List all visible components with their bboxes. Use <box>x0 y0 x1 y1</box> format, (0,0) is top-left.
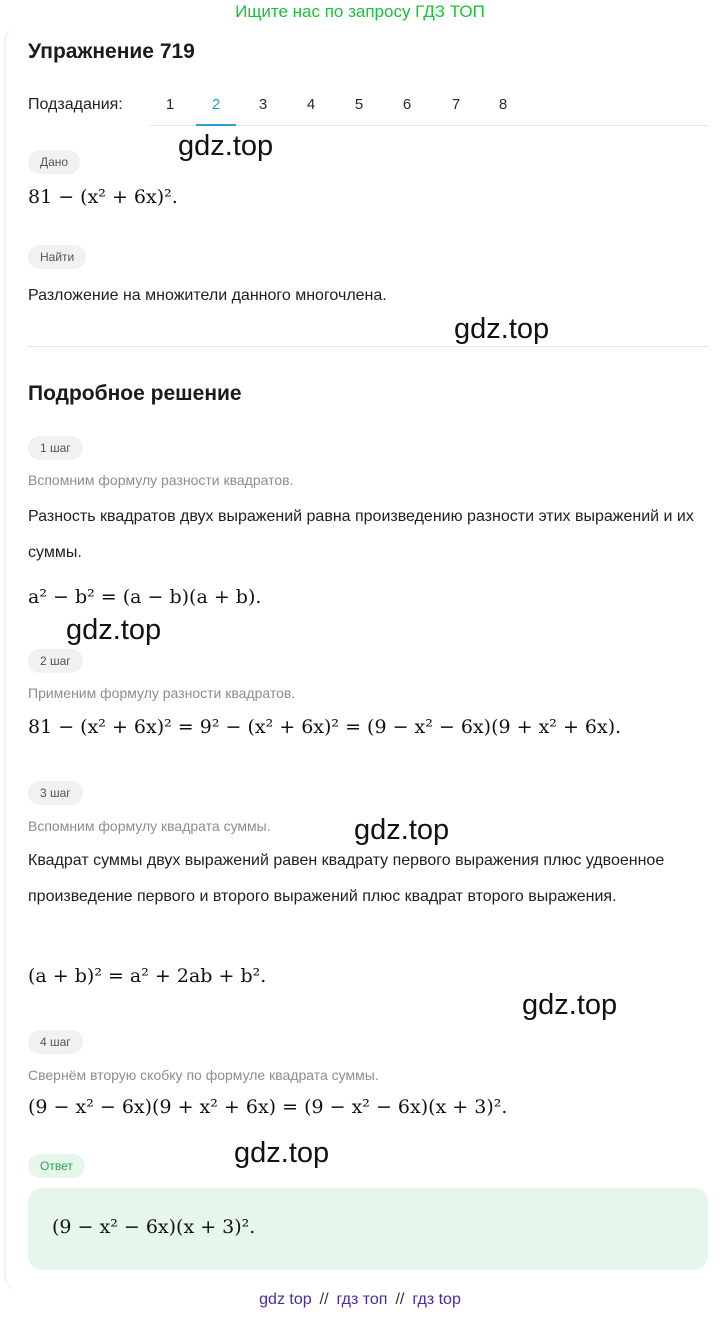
step-1-badge: 1 шаг <box>28 436 83 460</box>
step-3-text: Квадрат суммы двух выражений равен квадрату первого выражения плюс удвоенное произведение первого и второго выражений плюс квадрат второго выражения. <box>28 852 665 905</box>
tab-subtask-4[interactable]: 4 <box>306 96 316 113</box>
tab-subtask-7[interactable]: 7 <box>451 96 461 113</box>
step-4-formula: (9 − x² − 6x)(9 + x² + 6x) = (9 − x² − 6x)(x + 3)². <box>28 1096 508 1118</box>
find-text: Разложение на множители данного многочлена. <box>28 287 387 304</box>
given-expression: 81 − (x² + 6x)². <box>28 186 178 208</box>
step-1-formula: a² − b² = (a − b)(a + b). <box>28 586 262 608</box>
page-title: Упражнение 719 <box>28 40 195 63</box>
solution-title: Подробное решение <box>28 382 242 405</box>
watermark: gdz.top <box>234 1137 330 1169</box>
footer-link-gdz-top-ru[interactable]: гдз топ <box>336 1291 388 1308</box>
answer-formula: (9 − x² − 6x)(x + 3)². <box>52 1216 256 1238</box>
tab-subtask-3[interactable]: 3 <box>258 96 268 113</box>
find-badge: Найти <box>28 245 86 269</box>
watermark: gdz.top <box>354 814 450 846</box>
footer-separator: // <box>395 1291 405 1308</box>
step-4-badge: 4 шаг <box>28 1030 83 1054</box>
subtask-tabs <box>150 86 708 126</box>
tab-subtask-2[interactable]: 2 <box>196 86 236 126</box>
given-badge: Дано <box>28 150 80 174</box>
tab-subtask-6[interactable]: 6 <box>402 96 412 113</box>
subtasks-label: Подзадания: <box>28 96 123 113</box>
step-2-badge: 2 шаг <box>28 649 83 673</box>
step-1-text: Разность квадратов двух выражений равна произведению разности этих выражений и их суммы. <box>28 508 694 561</box>
step-3-hint: Вспомним формулу квадрата суммы. <box>28 818 271 834</box>
top-banner[interactable]: Ищите нас по запросу ГДЗ ТОП <box>235 2 485 21</box>
answer-badge: Ответ <box>28 1154 85 1178</box>
divider <box>28 346 708 347</box>
step-2-hint: Применим формулу разности квадратов. <box>28 685 296 701</box>
watermark: gdz.top <box>522 989 618 1021</box>
tab-subtask-8[interactable]: 8 <box>498 96 508 113</box>
step-3-badge: 3 шаг <box>28 781 83 805</box>
footer-link-gdz-top[interactable]: gdz top <box>259 1291 312 1308</box>
step-4-hint: Свернём вторую скобку по формуле квадрата суммы. <box>28 1067 379 1083</box>
watermark: gdz.top <box>66 614 162 646</box>
footer <box>0 1291 720 1309</box>
watermark: gdz.top <box>178 130 274 162</box>
watermark: gdz.top <box>454 313 550 345</box>
tab-subtask-1[interactable]: 1 <box>165 96 175 113</box>
step-3-formula: (a + b)² = a² + 2ab + b². <box>28 965 267 987</box>
footer-link-gdz-top-mixed[interactable]: гдз top <box>412 1291 461 1308</box>
step-2-formula: 81 − (x² + 6x)² = 9² − (x² + 6x)² = (9 − x² − 6x)(9 + x² + 6x). <box>28 716 622 738</box>
step-1-hint: Вспомним формулу разности квадратов. <box>28 472 294 488</box>
footer-separator: // <box>319 1291 329 1308</box>
tab-subtask-5[interactable]: 5 <box>354 96 364 113</box>
